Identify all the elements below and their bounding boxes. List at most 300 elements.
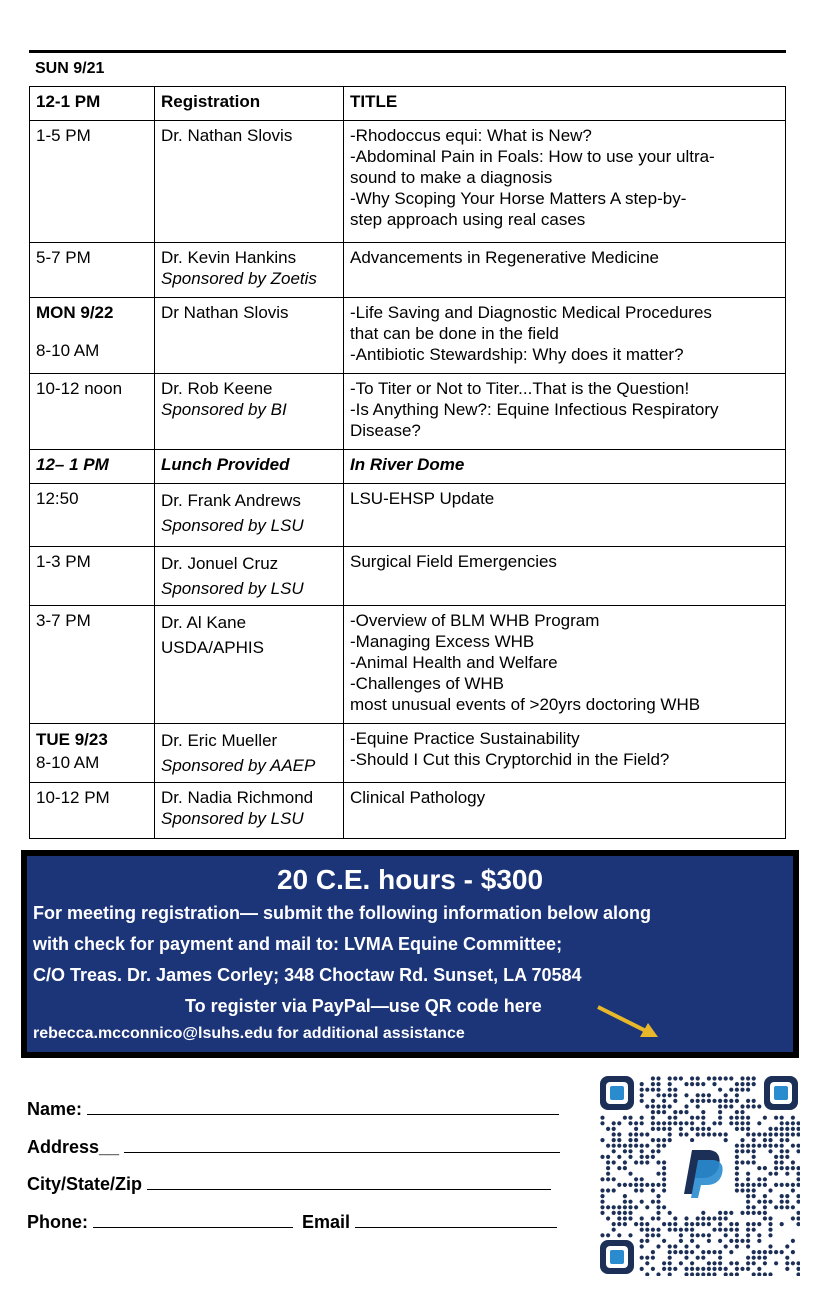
topic-line: -Is Anything New?: Equine Infectious Respiratory [350,400,719,419]
qr-dot [796,1144,800,1148]
name-field[interactable] [87,1096,559,1115]
topic-line: -Abdominal Pain in Foals: How to use your ultra- [350,147,715,166]
qr-dot [763,1205,767,1209]
qr-dot [785,1261,789,1265]
qr-dot [735,1261,739,1265]
form-name-row [27,1096,559,1120]
qr-dot [656,1093,660,1097]
qr-dot [740,1149,744,1153]
speaker-name: Dr. Eric Mueller [161,731,278,750]
qr-dot [746,1194,750,1198]
qr-dot [752,1104,756,1108]
qr-dot [735,1110,739,1114]
qr-dot [724,1216,728,1220]
qr-dot [662,1093,666,1097]
qr-dot [796,1200,800,1204]
time-cell [30,298,155,374]
qr-dot [673,1076,677,1080]
qr-dot [718,1088,722,1092]
qr-dot [724,1233,728,1237]
qr-dot [718,1099,722,1103]
qr-dot [724,1132,728,1136]
qr-dot [640,1149,644,1153]
qr-dot [707,1239,711,1243]
qr-dot [791,1144,795,1148]
email-label: Email [302,1212,356,1232]
qr-dot [606,1216,610,1220]
qr-dot [701,1211,705,1215]
paypal-instruction: To register via PayPal—use QR code here [185,996,542,1016]
qr-dot [662,1261,666,1265]
qr-dot [612,1160,616,1164]
qr-dot [656,1272,660,1276]
qr-dot [612,1211,616,1215]
qr-dot [729,1261,733,1265]
qr-dot [712,1228,716,1232]
qr-dot [735,1233,739,1237]
qr-dot [628,1233,632,1237]
qr-dot [662,1127,666,1131]
qr-dot [628,1183,632,1187]
qr-dot [673,1228,677,1232]
qr-dot [684,1267,688,1271]
qr-dot [612,1177,616,1181]
qr-dot [645,1256,649,1260]
qr-dot [712,1261,716,1265]
topic-line: -Managing Excess WHB [350,632,535,651]
qr-dot [740,1183,744,1187]
qr-dot [757,1239,761,1243]
qr-dot [690,1233,694,1237]
qr-dot [600,1194,604,1198]
qr-dot [780,1200,784,1204]
topic-cell [344,298,786,374]
qr-dot [774,1132,778,1136]
qr-dot [645,1160,649,1164]
time-cell: 10-12 noon [30,374,155,450]
qr-dot [623,1211,627,1215]
topic-line: Disease? [350,421,421,440]
qr-dot [640,1088,644,1092]
qr-dot [690,1228,694,1232]
qr-dot [707,1132,711,1136]
speaker-cell: Dr Nathan Slovis [155,298,344,374]
qr-dot [656,1205,660,1209]
qr-dot [735,1177,739,1181]
speaker-cell [155,547,344,606]
qr-dot [796,1121,800,1125]
table-row [30,121,786,243]
qr-dot [634,1205,638,1209]
qr-dot [668,1093,672,1097]
qr-dot [662,1104,666,1108]
qr-dot [679,1121,683,1125]
address-field[interactable] [124,1134,560,1153]
qr-dot [796,1132,800,1136]
qr-dot [735,1093,739,1097]
qr-dot [668,1121,672,1125]
topic-cell: Clinical Pathology [344,783,786,839]
qr-dot [791,1121,795,1125]
qr-dot [796,1149,800,1153]
day-label: MON 9/22 [36,303,114,322]
qr-dot [673,1099,677,1103]
qr-dot [640,1177,644,1181]
city-state-zip-field[interactable] [147,1171,551,1190]
qr-dot [768,1138,772,1142]
qr-dot [740,1160,744,1164]
qr-dot [735,1099,739,1103]
qr-dot [774,1116,778,1120]
qr-dot [623,1222,627,1226]
qr-dot [696,1272,700,1276]
topic-line: -Challenges of WHB [350,674,505,693]
qr-dot [612,1188,616,1192]
qr-dot [690,1082,694,1086]
qr-dot [712,1121,716,1125]
qr-dot [634,1138,638,1142]
qr-dot [740,1267,744,1271]
time-cell: 5-7 PM [30,243,155,298]
topic-line: that can be done in the field [350,324,559,343]
qr-dot [690,1138,694,1142]
qr-dot [600,1233,604,1237]
topic-line: -To Titer or Not to Titer...That is the Question! [350,379,690,398]
qr-dot [707,1099,711,1103]
qr-dot [673,1116,677,1120]
qr-dot [718,1076,722,1080]
qr-dot [707,1250,711,1254]
speaker-name: Dr. Nadia Richmond [161,788,314,807]
qr-dot [640,1216,644,1220]
topic-line: step approach using real cases [350,210,586,229]
qr-dot [612,1149,616,1153]
qr-dot [785,1166,789,1170]
table-row [30,606,786,724]
qr-dot [600,1188,604,1192]
qr-dot [668,1127,672,1131]
qr-dot [668,1228,672,1232]
qr-dot [662,1205,666,1209]
affiliation-text: USDA/APHIS [161,638,264,657]
qr-dot [640,1267,644,1271]
qr-dot [763,1194,767,1198]
qr-dot [656,1088,660,1092]
table-row [30,547,786,606]
qr-dot [796,1267,800,1271]
qr-dot [724,1228,728,1232]
qr-dot [701,1127,705,1131]
qr-dot [740,1088,744,1092]
paypal-qr-code-icon[interactable] [598,1074,800,1276]
qr-dot [701,1233,705,1237]
speaker-name: Dr. Rob Keene [161,379,273,398]
qr-dot [634,1144,638,1148]
qr-dot [696,1082,700,1086]
qr-dot [757,1222,761,1226]
qr-dot [696,1116,700,1120]
qr-dot [651,1138,655,1142]
qr-dot [606,1144,610,1148]
qr-dot [651,1155,655,1159]
qr-dot [763,1200,767,1204]
qr-dot [718,1211,722,1215]
qr-dot [656,1149,660,1153]
qr-dot [617,1216,621,1220]
qr-dot [662,1144,666,1148]
qr-dot [718,1132,722,1136]
qr-dot [640,1116,644,1120]
qr-dot [651,1267,655,1271]
qr-dot [735,1188,739,1192]
qr-dot [690,1239,694,1243]
qr-dot [740,1121,744,1125]
qr-dot [645,1233,649,1237]
qr-dot [712,1132,716,1136]
qr-dot [791,1116,795,1120]
qr-dot [718,1239,722,1243]
speaker-cell [155,606,344,724]
qr-dot [757,1211,761,1215]
qr-dot [785,1121,789,1125]
qr-dot [740,1104,744,1108]
qr-dot [623,1183,627,1187]
qr-dot [640,1256,644,1260]
qr-dot [735,1228,739,1232]
qr-dot [640,1244,644,1248]
qr-dot [640,1183,644,1187]
topic-line: -Rhodoccus equi: What is New? [350,126,592,145]
qr-dot [623,1166,627,1170]
qr-dot [735,1127,739,1131]
qr-dot [752,1272,756,1276]
qr-dot [752,1205,756,1209]
qr-dot [746,1099,750,1103]
qr-dot [662,1188,666,1192]
qr-dot [701,1099,705,1103]
topic-line: -Equine Practice Sustainability [350,729,580,748]
qr-dot [746,1200,750,1204]
qr-dot [774,1127,778,1131]
qr-dot [757,1144,761,1148]
speaker-name: Dr. Kevin Hankins [161,248,297,267]
qr-dot [651,1250,655,1254]
qr-dot [791,1188,795,1192]
qr-dot [735,1121,739,1125]
qr-dot [740,1138,744,1142]
table-row [30,484,786,547]
time-label: 8-10 AM [36,341,100,360]
qr-dot [668,1082,672,1086]
qr-dot [612,1228,616,1232]
qr-dot [651,1233,655,1237]
qr-dot [623,1200,627,1204]
qr-dot [785,1132,789,1136]
qr-dot [746,1088,750,1092]
qr-dot [729,1116,733,1120]
qr-dot [752,1211,756,1215]
qr-dot [746,1082,750,1086]
phone-field[interactable] [93,1209,293,1228]
form-city-row [27,1171,551,1195]
qr-dot [785,1172,789,1176]
qr-dot [673,1093,677,1097]
qr-dot [796,1183,800,1187]
topic-line: -Animal Health and Welfare [350,653,558,672]
qr-dot [701,1132,705,1136]
qr-dot [729,1228,733,1232]
table-row [30,374,786,450]
qr-dot [656,1110,660,1114]
qr-dot [679,1250,683,1254]
qr-dot [791,1250,795,1254]
qr-dot [718,1222,722,1226]
qr-dot [746,1144,750,1148]
qr-dot [746,1183,750,1187]
qr-dot [774,1172,778,1176]
qr-dot [707,1233,711,1237]
qr-dot [752,1082,756,1086]
qr-dot [712,1216,716,1220]
qr-dot [729,1222,733,1226]
qr-dot [628,1155,632,1159]
qr-dot [774,1261,778,1265]
qr-dot [690,1267,694,1271]
qr-dot [701,1110,705,1114]
qr-dot [746,1244,750,1248]
qr-dot [701,1267,705,1271]
qr-dot [656,1160,660,1164]
qr-dot [746,1205,750,1209]
qr-dot [718,1228,722,1232]
qr-dot [606,1205,610,1209]
qr-dot [701,1116,705,1120]
qr-dot [757,1233,761,1237]
qr-dot [752,1076,756,1080]
qr-dot [746,1256,750,1260]
qr-dot [757,1272,761,1276]
topic-line: most unusual events of >20yrs doctoring WHB [350,695,701,714]
qr-dot [606,1172,610,1176]
qr-dot [628,1121,632,1125]
qr-dot [712,1272,716,1276]
qr-dot [696,1216,700,1220]
time-cell: 10-12 PM [30,783,155,839]
qr-dot [645,1155,649,1159]
qr-dot [718,1267,722,1271]
speaker-name: Dr. Al Kane [161,613,247,632]
time-cell: 12-1 PM [30,87,155,121]
qr-dot [791,1205,795,1209]
qr-dot [662,1110,666,1114]
sponsor-text: Sponsored by LSU [161,809,304,828]
qr-dot [640,1200,644,1204]
qr-dot [679,1127,683,1131]
qr-dot [673,1216,677,1220]
qr-dot [791,1132,795,1136]
email-field[interactable] [355,1209,557,1228]
table-row [30,298,786,374]
qr-dot [718,1110,722,1114]
qr-dot [690,1076,694,1080]
qr-dot [617,1205,621,1209]
qr-dot [780,1132,784,1136]
qr-dot [740,1239,744,1243]
qr-dot [729,1099,733,1103]
qr-dot [651,1104,655,1108]
qr-dot [645,1088,649,1092]
qr-dot [768,1233,772,1237]
topic-cell [344,606,786,724]
qr-dot [679,1110,683,1114]
qr-dot [768,1250,772,1254]
qr-dot [612,1121,616,1125]
banner-line: with check for payment and mail to: LVMA Equine Committee; [33,934,563,954]
qr-dot [679,1261,683,1265]
qr-dot [684,1121,688,1125]
qr-dot [673,1110,677,1114]
qr-dot [746,1177,750,1181]
topic-cell: Surgical Field Emergencies [344,547,786,606]
qr-dot [668,1076,672,1080]
qr-dot [606,1188,610,1192]
qr-dot [752,1144,756,1148]
qr-dot [780,1160,784,1164]
qr-dot [696,1076,700,1080]
qr-dot [735,1088,739,1092]
qr-dot [701,1272,705,1276]
qr-dot [735,1239,739,1243]
qr-dot [752,1188,756,1192]
speaker-cell [155,724,344,783]
qr-dot [656,1228,660,1232]
qr-dot [640,1188,644,1192]
qr-dot [600,1116,604,1120]
qr-dot [752,1256,756,1260]
qr-dot [796,1222,800,1226]
qr-dot [656,1200,660,1204]
qr-dot [606,1160,610,1164]
qr-dot [735,1149,739,1153]
qr-dot [645,1183,649,1187]
qr-dot [690,1099,694,1103]
qr-dot [651,1121,655,1125]
qr-dot [763,1177,767,1181]
time-cell: 12:50 [30,484,155,547]
qr-dot [746,1104,750,1108]
topic-cell: In River Dome [344,450,786,484]
qr-dot [707,1076,711,1080]
qr-dot [623,1216,627,1220]
qr-dot [740,1211,744,1215]
qr-dot [640,1239,644,1243]
qr-dot [796,1216,800,1220]
contact-email[interactable]: rebecca.mcconnico@lsuhs.edu for additional assistance [33,1025,465,1042]
day-header-sun: SUN 9/21 [35,60,105,77]
qr-dot [796,1194,800,1198]
qr-dot [656,1104,660,1108]
qr-dot [645,1104,649,1108]
city-state-zip-label: City/State/Zip [27,1174,148,1194]
time-cell [30,724,155,783]
qr-dot [785,1138,789,1142]
qr-dot [752,1149,756,1153]
time-cell: 3-7 PM [30,606,155,724]
qr-dot [752,1194,756,1198]
qr-dot [640,1093,644,1097]
phone-label: Phone: [27,1212,93,1232]
qr-dot [617,1121,621,1125]
